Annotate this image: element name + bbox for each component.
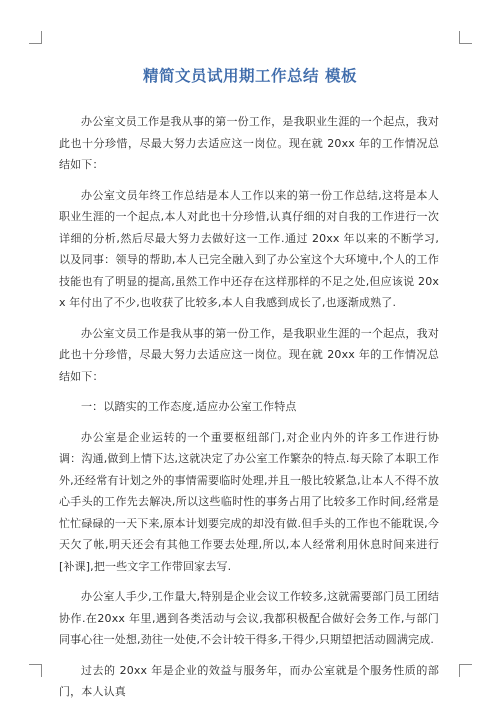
paragraph-3: 办公室文员工作是我从事的第一份工作，是我职业生涯的一个起点，我对此也十分珍惜，尽最大努力去适应这一岗位。现在就 20xx 年的工作情况总结如下： <box>59 326 439 383</box>
paragraph-1: 办公室文员工作是我从事的第一份工作，是我职业生涯的一个起点，我对此也十分珍惜，尽最大努力去适应这一岗位。现在就 20xx 年的工作情况总结如下： <box>59 115 439 171</box>
paragraph-6: 过去的 20xx 年是企业的效益与服务年，而办公室就是个服务性质的部门，本人认真 <box>59 663 439 698</box>
paragraph-5: 办公室人手少,工作量大,特别是企业会议工作较多,这就需要部门员工团结协作.在20xx 年里,遇到各类活动与会议,我都积极配合做好会务工作,与部门同事心往一处想,劲往一处使,不会计较干得多,干得少,只期望把活动圆满完成. <box>59 590 439 646</box>
crop-mark-top-right <box>459 31 472 44</box>
crop-mark-bottom-left <box>29 664 42 677</box>
paragraph-2: 办公室文员年终工作总结是本人工作以来的第一份工作总结,这将是本人职业生涯的一个起点,本人对此也十分珍惜,认真仔细的对自我的工作进行一次详细的分析,然后尽最大努力去做好这一工作.通过 20xx 年以来的不断学习,以及同事：领导的帮助,本人已完全融入到了办公室这个大环境中,个人的工作技能也有了明显的提高,虽然工作中还存在这样那样的不足之处,但应该说 20xx 年付出了不少,也收获了比较多,本人自我感到成长了,也逐渐成熟了. <box>59 188 439 309</box>
section-heading-1: 一：以踏实的工作态度,适应办公室工作特点 <box>81 400 297 413</box>
document-title: 精简文员试用期工作总结 模板 <box>143 67 357 85</box>
crop-mark-bottom-right <box>459 664 472 677</box>
document-body <box>59 111 439 712</box>
crop-mark-top-left <box>29 31 42 44</box>
paragraph-4: 办公室是企业运转的一个重要枢纽部门,对企业内外的许多工作进行协调：沟通,做到上情下达,这就决定了办公室工作繁杂的特点.每天除了本职工作外,还经常有计划之外的事情需要临时处理,并且一般比较紧急,让本人不得不放心手头的工作先去解决,所以这些临时性的事务占用了比较多工作时间,经常是忙忙碌碌的一天下来,原本计划要完成的却没有做.但手头的工作也不能耽误,今天欠了帐,明天还会有其他工作要去处理,所以,本人经常利用休息时间来进行[补课],把一些文字工作带回家去写. <box>59 430 439 573</box>
